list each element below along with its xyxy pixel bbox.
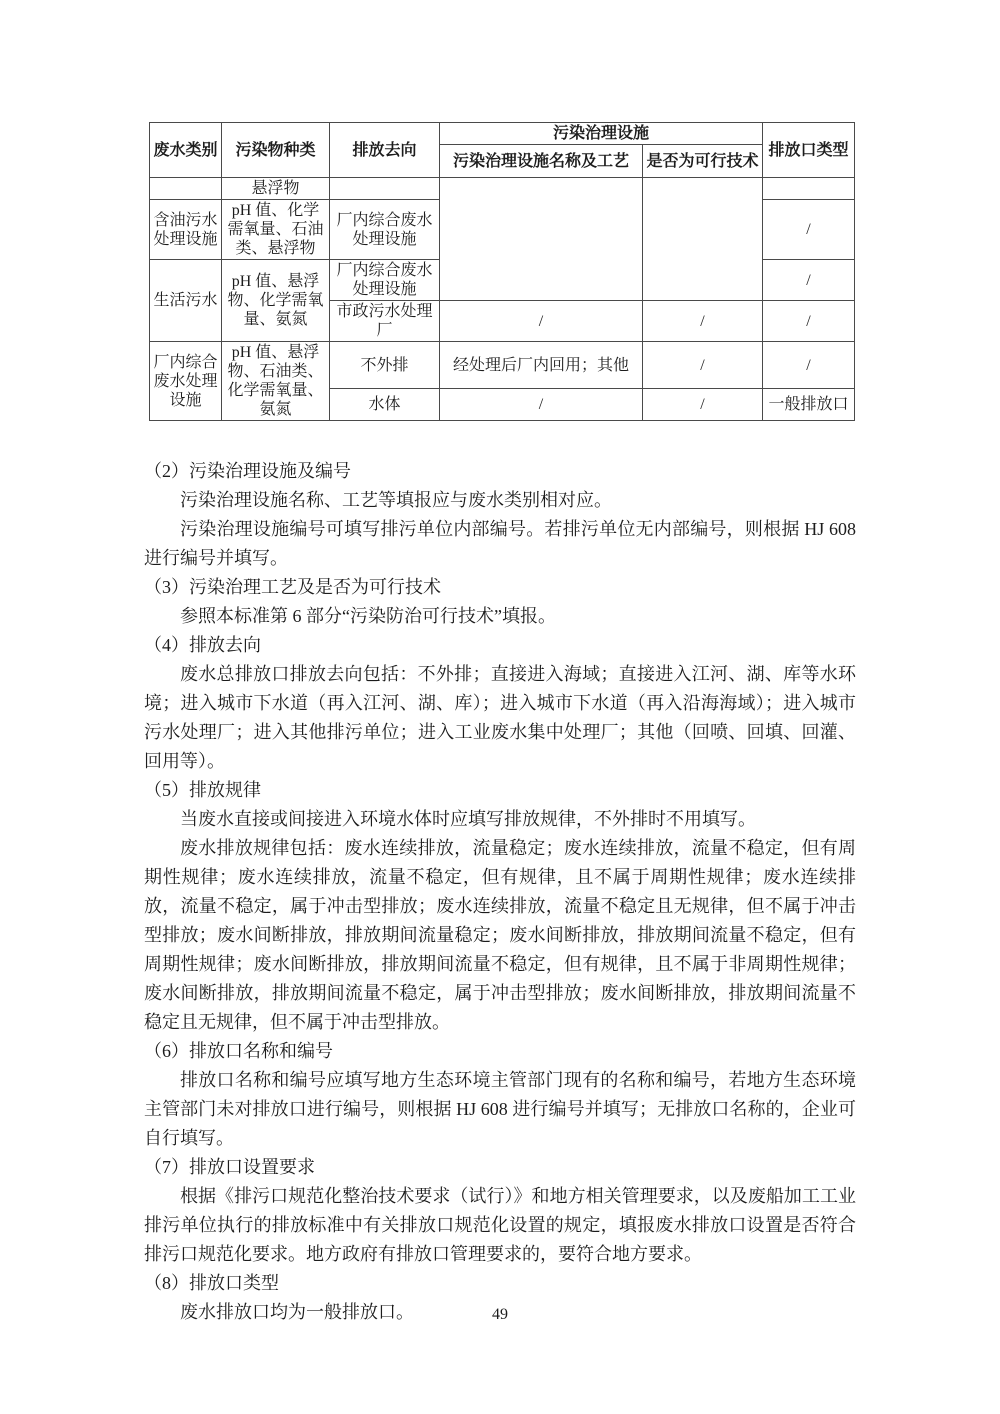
- table-cell-r1c3-empty: [330, 178, 440, 200]
- table-cell-r3c2: pH 值、悬浮物、化学需氧量、氨氮: [222, 260, 330, 342]
- table-cell-r5c4: 经处理后厂内回用；其他: [440, 342, 643, 389]
- table-cell-r6c5: /: [643, 389, 763, 421]
- th-facility-name-and-process: 污染治理设施名称及工艺: [440, 145, 643, 178]
- table-header-row-1: [150, 123, 855, 145]
- table-cell-r2c6: /: [763, 200, 855, 260]
- table-cell-r4c5: /: [643, 301, 763, 342]
- table-cell-r4c6: /: [763, 301, 855, 342]
- table-cell-r5c2: pH 值、悬浮物、石油类、化学需氧量、氨氮: [222, 342, 330, 421]
- paragraph: 根据《排污口规范化整治技术要求（试行）》和地方相关管理要求，以及废船加工工业排污单位执行的排放标准中有关排放口规范化设置的规定，填报废水排放口设置是否符合排污口规范化要求。地方政府有排放口管理要求的，要符合地方要求。: [144, 1186, 856, 1264]
- paragraph: 废水排放规律包括：废水连续排放，流量稳定；废水连续排放，流量不稳定，但有周期性规律；废水连续排放，流量不稳定，但有规律，且不属于周期性规律；废水连续排放，流量不稳定，属于冲击型排放；废水连续排放，流量不稳定且无规律，但不属于冲击型排放；废水间断排放，排放期间流量稳定；废水间断排放，排放期间流量不稳定，但有周期性规律；废水间断排放，排放期间流量不稳定，但有规律，且不属于非周期性规律；废水间断排放，排放期间流量不稳定，属于冲击型排放；废水间断排放，排放期间流量不稳定且无规律，但不属于冲击型排放。: [144, 838, 856, 1032]
- section-heading-2: （2）污染治理设施及编号: [144, 461, 351, 481]
- table-cell-r4c3: 市政污水处理厂: [330, 301, 440, 342]
- table-cell-r2c1: 含油污水处理设施: [150, 200, 222, 260]
- paragraph: 污染治理设施编号可填写排污单位内部编号。若排污单位无内部编号，则根据 HJ 608 进行编号并填写。: [144, 519, 856, 568]
- table-cell-r3c3: 厂内综合废水处理设施: [330, 260, 440, 301]
- table-cell-r4c4: /: [440, 301, 643, 342]
- table-cell-r1c5-empty: [643, 178, 763, 301]
- table-cell-r5c6: /: [763, 342, 855, 389]
- table-cell-r6c6: 一般排放口: [763, 389, 855, 421]
- section-heading-4: （4）排放去向: [144, 635, 261, 655]
- paragraph: 污染治理设施名称、工艺等填报应与废水类别相对应。: [180, 490, 612, 510]
- table-cell-r1c1-empty: [150, 178, 222, 200]
- section-heading-5: （5）排放规律: [144, 780, 261, 800]
- th-pollutant-type: 污染物种类: [222, 123, 330, 178]
- th-discharge-destination: 排放去向: [330, 123, 440, 178]
- table-cell-r6c3: 水体: [330, 389, 440, 421]
- table-cell-r1c2: 悬浮物: [222, 178, 330, 200]
- table-cell-r2c2: pH 值、化学需氧量、石油类、悬浮物: [222, 200, 330, 260]
- table-cell-r2c3: 厂内综合废水处理设施: [330, 200, 440, 260]
- table-cell-r1c6-empty: [763, 178, 855, 200]
- table-cell-r5c5: /: [643, 342, 763, 389]
- table-cell-r5c1: 厂内综合废水处理设施: [150, 342, 222, 421]
- table-cell-r3c1: 生活污水: [150, 260, 222, 342]
- table-cell-r3c6: /: [763, 260, 855, 301]
- th-wastewater-category: 废水类别: [150, 123, 222, 178]
- table-row: [150, 178, 855, 200]
- table-cell-r5c3: 不外排: [330, 342, 440, 389]
- section-heading-3: （3）污染治理工艺及是否为可行技术: [144, 577, 441, 597]
- section-heading-7: （7）排放口设置要求: [144, 1157, 315, 1177]
- page-content: [144, 0, 856, 1327]
- th-is-feasible-technology: 是否为可行技术: [643, 145, 763, 178]
- th-pollution-treatment-facility: 污染治理设施: [440, 123, 763, 145]
- table-row: [150, 342, 855, 389]
- table-cell-r6c4: /: [440, 389, 643, 421]
- section-heading-6: （6）排放口名称和编号: [144, 1041, 333, 1061]
- body-text: [144, 457, 856, 1327]
- wastewater-discharge-table: [149, 122, 855, 421]
- paragraph: 废水总排放口排放去向包括：不外排；直接进入海域；直接进入江河、湖、库等水环境；进入城市下水道（再入江河、湖、库）；进入城市下水道（再入沿海海域）；进入城市污水处理厂；进入其他排污单位；进入工业废水集中处理厂；其他（回喷、回填、回灌、回用等）。: [144, 664, 856, 771]
- paragraph: 当废水直接或间接进入环境水体时应填写排放规律，不外排时不用填写。: [180, 809, 756, 829]
- page-number: 49: [492, 1306, 508, 1323]
- table-cell-r1c4-empty: [440, 178, 643, 301]
- section-heading-8: （8）排放口类型: [144, 1273, 279, 1293]
- paragraph: 废水排放口均为一般排放口。: [180, 1302, 414, 1322]
- th-outlet-type: 排放口类型: [763, 123, 855, 178]
- paragraph: 参照本标准第 6 部分“污染防治可行技术”填报。: [180, 606, 556, 626]
- paragraph: 排放口名称和编号应填写地方生态环境主管部门现有的名称和编号，若地方生态环境主管部门未对排放口进行编号，则根据 HJ 608 进行编号并填写；无排放口名称的，企业可自行填写。: [144, 1070, 856, 1148]
